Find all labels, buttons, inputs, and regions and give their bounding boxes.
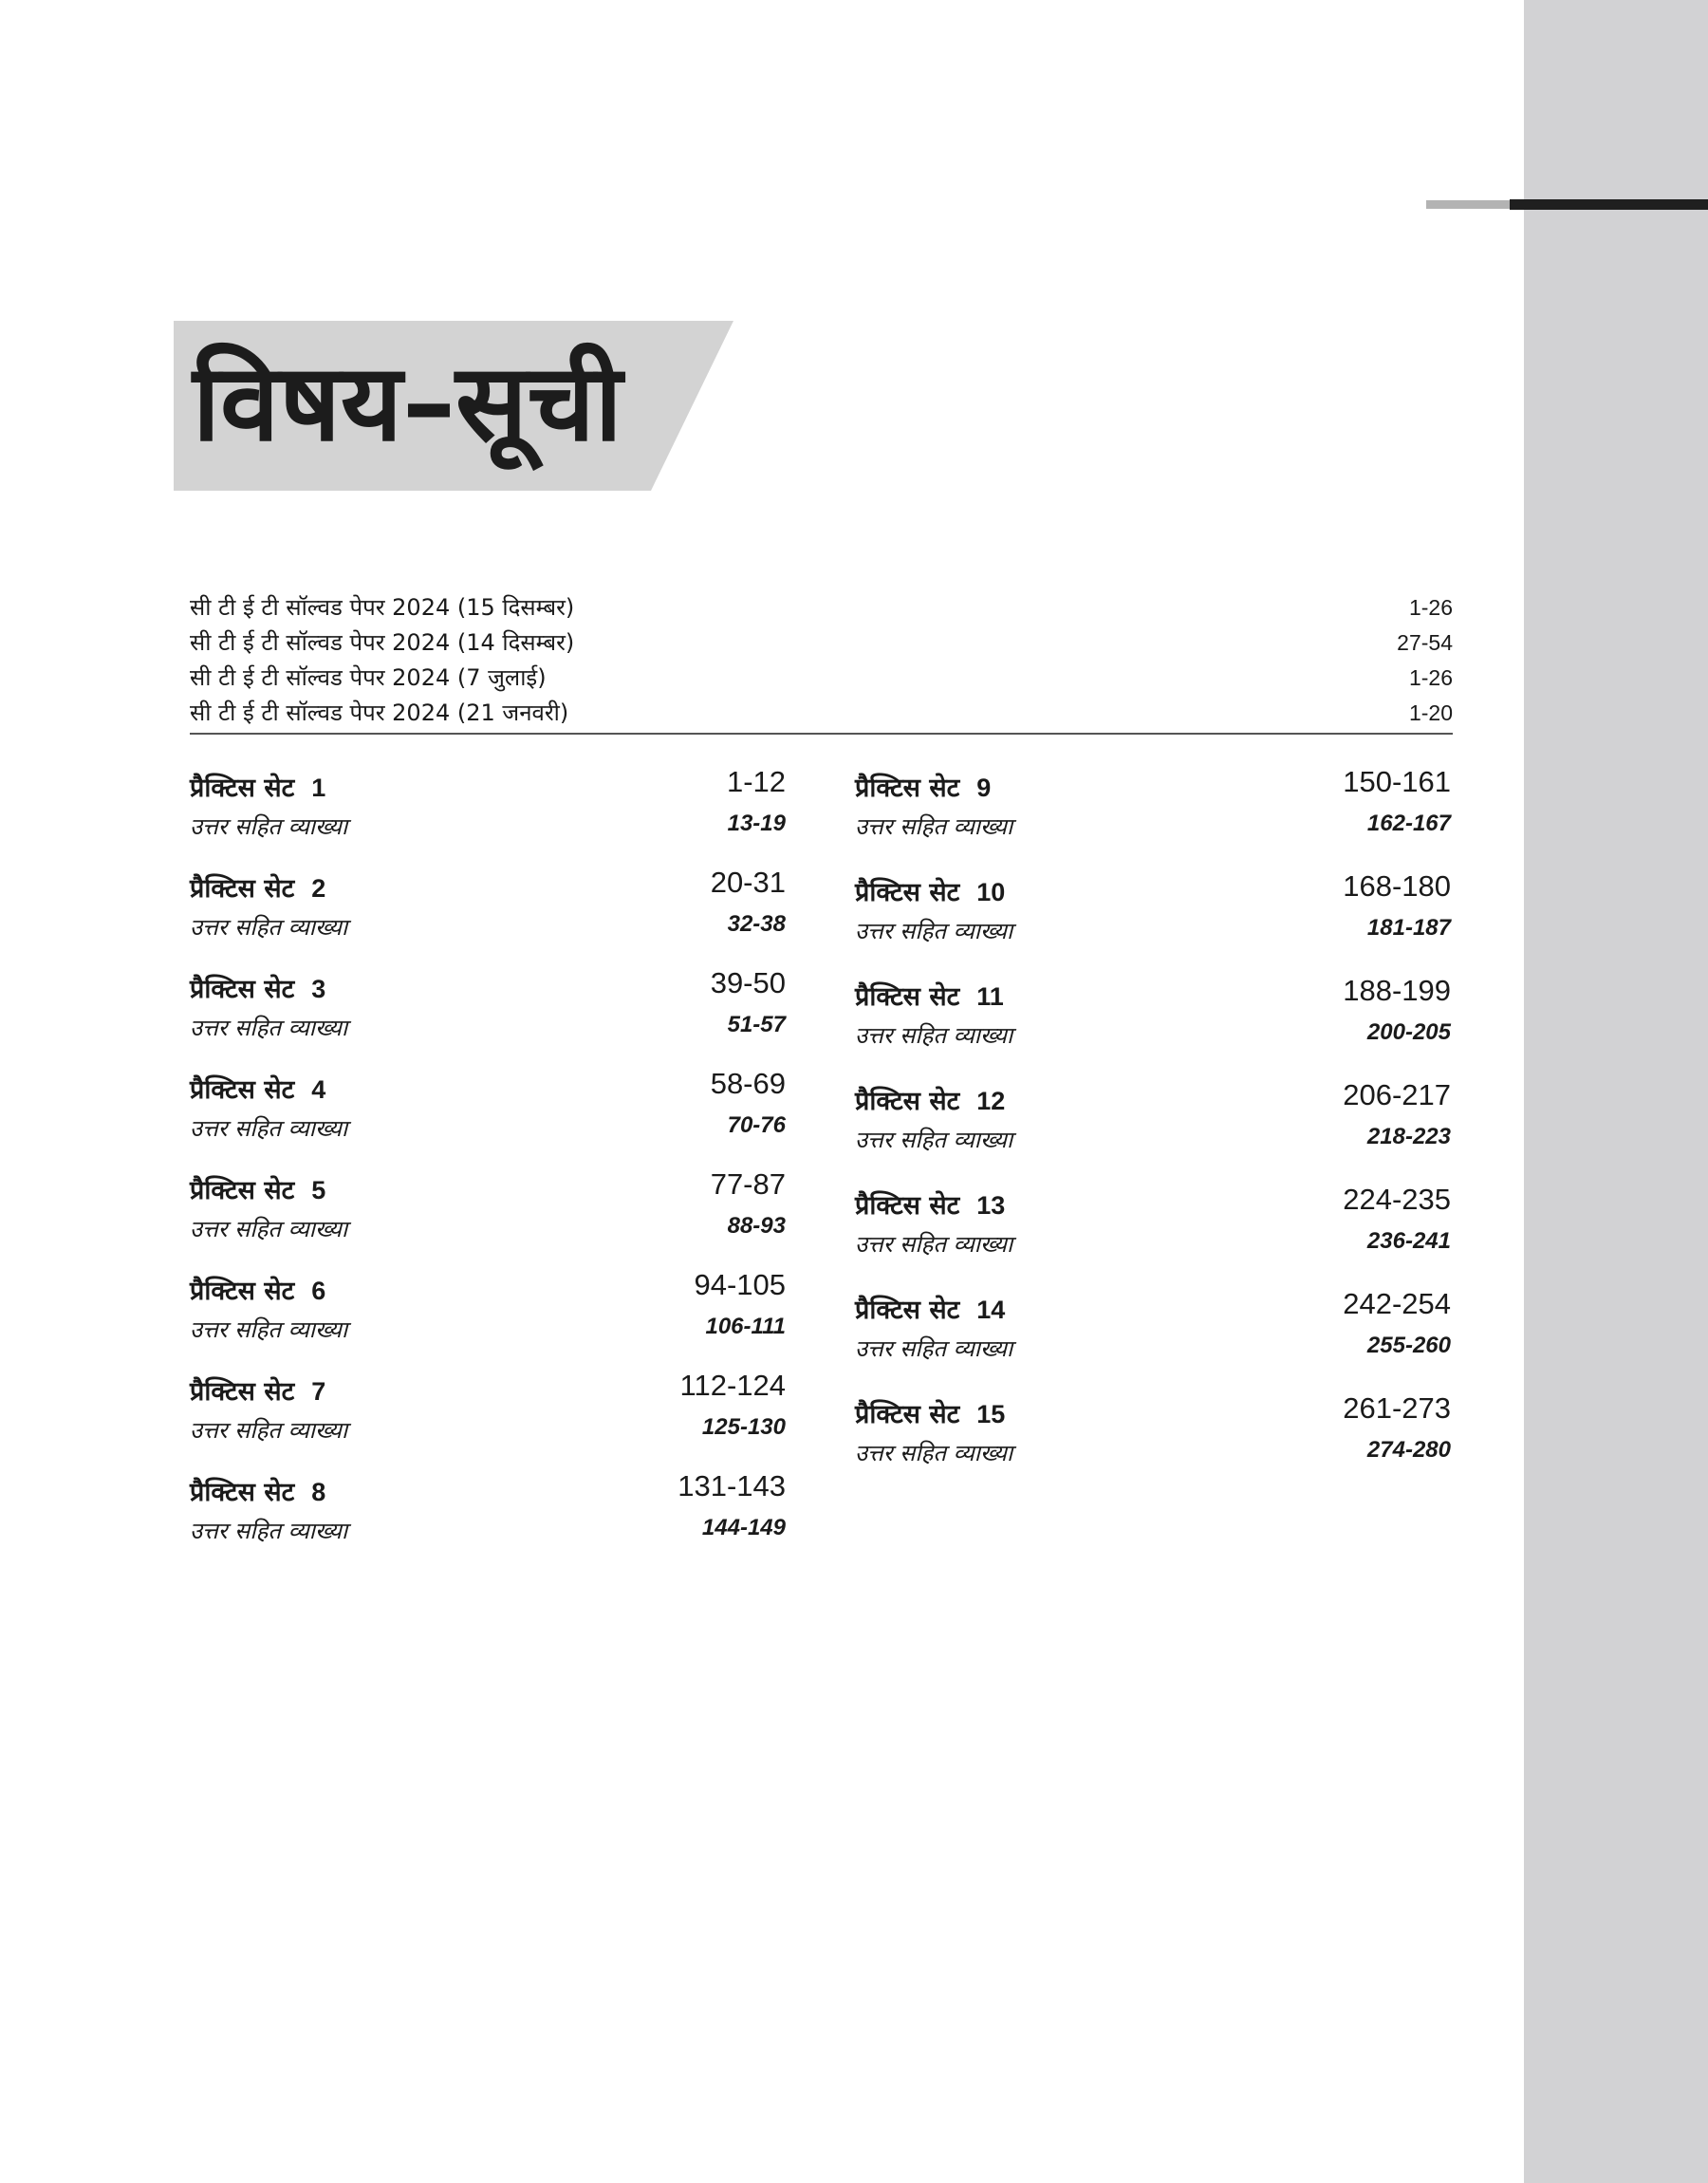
- header-rule-dark: [1510, 199, 1708, 210]
- practice-set-entry[interactable]: [190, 1061, 786, 1162]
- practice-set-label: प्रैक्टिस सेट: [190, 1075, 295, 1105]
- solution-label: उत्तर सहित व्याख्या: [855, 1440, 1013, 1466]
- solved-paper-label: सी टी ई टी सॉल्वड पेपर 2024 (15 दिसम्बर): [190, 594, 575, 621]
- practice-set-entry[interactable]: [190, 1162, 786, 1262]
- practice-set-entry[interactable]: [190, 1464, 786, 1564]
- practice-set-label: प्रैक्टिस सेट: [855, 774, 960, 803]
- solution-label: उत्तर सहित व्याख्या: [190, 1518, 348, 1544]
- practice-set-label: प्रैक्टिस सेट: [855, 1087, 960, 1116]
- solved-paper-row[interactable]: [190, 661, 1453, 696]
- practice-set-label: प्रैक्टिस सेट: [190, 1277, 295, 1306]
- solution-pages: 32-38: [727, 911, 786, 937]
- solution-label: उत्तर सहित व्याख्या: [190, 813, 348, 840]
- solved-paper-label: सी टी ई टी सॉल्वड पेपर 2024 (14 दिसम्बर): [190, 629, 575, 656]
- practice-set-entry[interactable]: [855, 968, 1451, 1073]
- solved-paper-label: सी टी ई टी सॉल्वड पेपर 2024 (7 जुलाई): [190, 664, 547, 691]
- practice-set-pages: 131-143: [678, 1469, 786, 1502]
- practice-set-entry[interactable]: [855, 759, 1451, 864]
- solution-pages: 125-130: [701, 1414, 786, 1440]
- solved-paper-pages: 27-54: [1397, 630, 1453, 655]
- solved-papers-list: [190, 590, 1453, 731]
- solved-paper-pages: 1-26: [1408, 665, 1453, 690]
- practice-set-title: [190, 769, 325, 804]
- solution-label: उत्तर सहित व्याख्या: [190, 1316, 348, 1343]
- practice-set-label: प्रैक्टिस सेट: [855, 1296, 960, 1325]
- practice-set-title: [190, 1071, 325, 1106]
- solution-pages: 274-280: [1366, 1437, 1451, 1463]
- practice-set-label: प्रैक्टिस सेट: [190, 1478, 295, 1507]
- section-divider: [190, 733, 1453, 735]
- practice-set-number: 14: [976, 1296, 1006, 1324]
- practice-set-pages: 188-199: [1343, 974, 1451, 1007]
- solution-pages: 181-187: [1366, 915, 1451, 941]
- practice-set-number: 13: [976, 1191, 1006, 1220]
- practice-set-number: 5: [311, 1176, 326, 1204]
- practice-set-title: [855, 769, 991, 804]
- practice-set-pages: 39-50: [710, 966, 786, 999]
- practice-set-title: [855, 1291, 1005, 1326]
- practice-set-pages: 224-235: [1343, 1183, 1451, 1216]
- solution-pages: 162-167: [1366, 811, 1451, 836]
- practice-set-label: प्रैक्टिस सेट: [190, 1176, 295, 1205]
- solution-pages: 236-241: [1366, 1228, 1451, 1254]
- practice-set-number: 11: [976, 982, 1004, 1011]
- practice-set-entry[interactable]: [855, 864, 1451, 968]
- practice-sets-right-column: [855, 759, 1451, 1490]
- practice-set-number: 9: [976, 774, 992, 802]
- solution-pages: 106-111: [705, 1314, 786, 1339]
- practice-set-entry[interactable]: [190, 1363, 786, 1464]
- practice-set-entry[interactable]: [190, 860, 786, 961]
- practice-set-entry[interactable]: [855, 1073, 1451, 1177]
- solved-paper-row[interactable]: [190, 590, 1453, 625]
- solved-paper-row[interactable]: [190, 625, 1453, 661]
- side-band: [1524, 0, 1708, 2183]
- practice-set-number: 12: [976, 1087, 1006, 1115]
- title-banner: [174, 321, 733, 491]
- practice-set-title: [190, 1473, 325, 1508]
- solved-paper-pages: 1-20: [1408, 700, 1453, 725]
- solution-label: उत्तर सहित व्याख्या: [190, 1417, 348, 1444]
- practice-set-title: [190, 970, 325, 1005]
- practice-set-number: 8: [311, 1478, 326, 1506]
- practice-set-label: प्रैक्टिस सेट: [855, 982, 960, 1012]
- solution-label: उत्तर सहित व्याख्या: [855, 1231, 1013, 1258]
- practice-set-title: [190, 1171, 325, 1206]
- practice-set-pages: 150-161: [1343, 765, 1451, 798]
- practice-set-label: प्रैक्टिस सेट: [190, 774, 295, 803]
- header-rule-light: [1426, 200, 1510, 209]
- practice-set-entry[interactable]: [855, 1177, 1451, 1281]
- practice-set-label: प्रैक्टिस सेट: [190, 874, 295, 904]
- practice-set-title: [855, 1186, 1005, 1222]
- practice-set-entry[interactable]: [855, 1281, 1451, 1386]
- practice-set-pages: 261-273: [1343, 1391, 1451, 1425]
- practice-set-title: [190, 1372, 325, 1408]
- practice-set-number: 4: [311, 1075, 326, 1104]
- solution-label: उत्तर सहित व्याख्या: [855, 813, 1013, 840]
- practice-set-pages: 112-124: [679, 1369, 786, 1402]
- solution-pages: 255-260: [1366, 1333, 1451, 1358]
- solution-pages: 144-149: [701, 1515, 786, 1540]
- solution-pages: 51-57: [727, 1012, 786, 1037]
- solution-pages: 70-76: [727, 1112, 786, 1138]
- practice-set-number: 2: [311, 874, 326, 903]
- solution-label: उत्तर सहित व्याख्या: [190, 914, 348, 941]
- practice-set-label: प्रैक्टिस सेट: [190, 975, 295, 1004]
- practice-set-entry[interactable]: [190, 1262, 786, 1363]
- practice-set-pages: 77-87: [710, 1167, 786, 1201]
- practice-sets-left-column: [190, 759, 786, 1564]
- practice-set-pages: 58-69: [710, 1067, 786, 1100]
- practice-set-pages: 206-217: [1343, 1078, 1451, 1111]
- solution-pages: 200-205: [1366, 1019, 1451, 1045]
- solution-pages: 88-93: [727, 1213, 786, 1239]
- practice-set-title: [855, 978, 1004, 1013]
- practice-set-number: 15: [976, 1400, 1006, 1428]
- solution-label: उत्तर सहित व्याख्या: [855, 1335, 1013, 1362]
- practice-set-number: 6: [311, 1277, 326, 1305]
- practice-set-entry[interactable]: [855, 1386, 1451, 1490]
- solution-pages: 13-19: [727, 811, 786, 836]
- page-title: विषय–सूची: [193, 342, 622, 465]
- solution-label: उत्तर सहित व्याख्या: [190, 1216, 348, 1242]
- solution-label: उत्तर सहित व्याख्या: [190, 1115, 348, 1142]
- solved-paper-label: सी टी ई टी सॉल्वड पेपर 2024 (21 जनवरी): [190, 700, 569, 726]
- practice-set-pages: 1-12: [726, 765, 786, 798]
- practice-set-number: 10: [976, 878, 1006, 906]
- solved-paper-row[interactable]: [190, 696, 1453, 731]
- practice-set-number: 7: [311, 1377, 326, 1406]
- practice-set-label: प्रैक्टिस सेट: [855, 1400, 960, 1429]
- practice-set-title: [855, 1395, 1005, 1430]
- practice-set-pages: 94-105: [694, 1268, 786, 1301]
- practice-set-title: [855, 1082, 1005, 1117]
- practice-set-label: प्रैक्टिस सेट: [855, 1191, 960, 1221]
- practice-set-pages: 242-254: [1343, 1287, 1451, 1320]
- solution-label: उत्तर सहित व्याख्या: [855, 918, 1013, 944]
- practice-set-entry[interactable]: [190, 961, 786, 1061]
- practice-set-title: [190, 1272, 325, 1307]
- solution-label: उत्तर सहित व्याख्या: [190, 1015, 348, 1041]
- practice-set-title: [855, 873, 1005, 908]
- practice-set-number: 1: [311, 774, 326, 802]
- practice-set-entry[interactable]: [190, 759, 786, 860]
- practice-set-number: 3: [311, 975, 326, 1003]
- practice-set-title: [190, 869, 325, 905]
- solved-paper-pages: 1-26: [1408, 595, 1453, 620]
- practice-set-pages: 168-180: [1343, 869, 1451, 903]
- solution-pages: 218-223: [1366, 1124, 1451, 1149]
- practice-set-label: प्रैक्टिस सेट: [855, 878, 960, 907]
- solution-label: उत्तर सहित व्याख्या: [855, 1022, 1013, 1049]
- practice-set-pages: 20-31: [710, 866, 786, 899]
- practice-set-label: प्रैक्टिस सेट: [190, 1377, 295, 1407]
- solution-label: उत्तर सहित व्याख्या: [855, 1127, 1013, 1153]
